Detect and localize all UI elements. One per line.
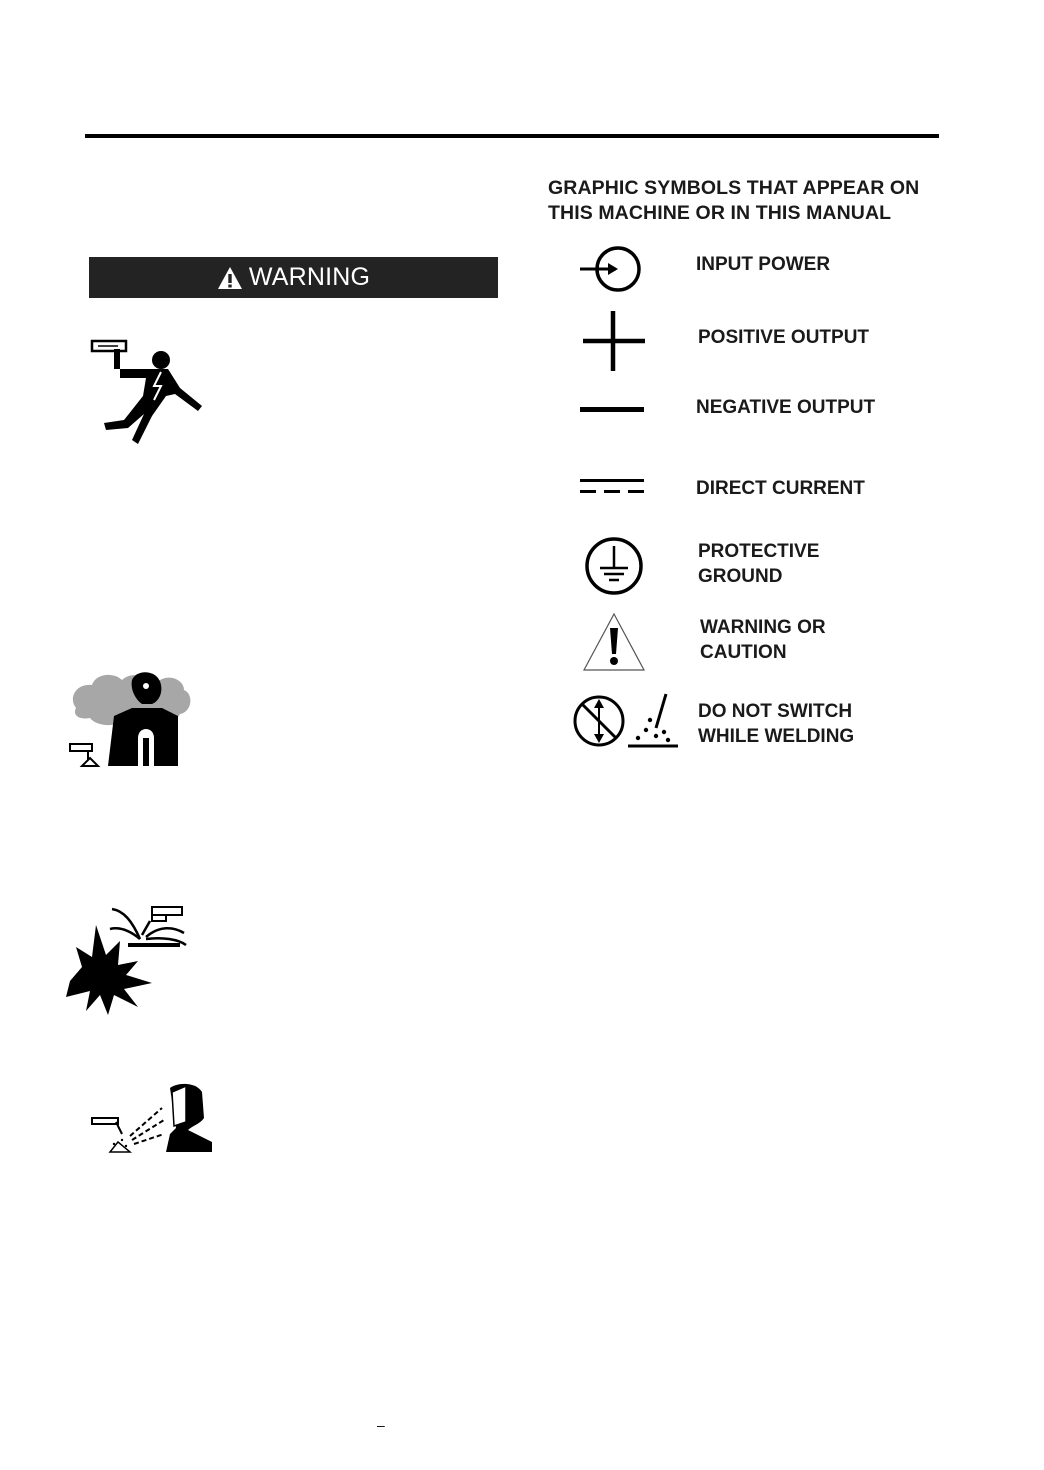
negative-output-icon — [580, 404, 644, 416]
symbol-label-negative-output: NEGATIVE OUTPUT — [696, 397, 876, 418]
symbol-label-do-not-switch: DO NOT SWITCH WHILE WELDING — [698, 701, 855, 747]
electric-shock-icon — [88, 336, 208, 451]
symbol-label-protective-ground: PROTECTIVE GROUND — [698, 541, 820, 587]
symbols-heading: GRAPHIC SYMBOLS THAT APPEAR ON THIS MACHINE OR IN THIS MANUAL — [548, 177, 920, 224]
positive-output-icon — [581, 310, 647, 372]
input-power-icon — [578, 245, 644, 293]
warning-caution-icon — [582, 612, 646, 672]
warning-banner — [89, 257, 498, 298]
top-rule — [85, 134, 939, 138]
warning-label: WARNING — [248, 263, 371, 291]
symbol-label-warning-caution: WARNING OR CAUTION — [700, 617, 826, 663]
warning-triangle-icon — [217, 266, 243, 290]
symbol-label-positive-output: POSITIVE OUTPUT — [698, 327, 870, 348]
direct-current-icon — [580, 477, 644, 497]
do-not-switch-icon — [572, 690, 680, 750]
footer-mark: – — [377, 1417, 385, 1433]
symbol-label-direct-current: DIRECT CURRENT — [696, 478, 865, 499]
fumes-gases-icon — [66, 668, 196, 770]
fire-explosion-icon — [66, 903, 196, 1015]
symbol-label-input-power: INPUT POWER — [696, 254, 831, 275]
protective-ground-icon — [584, 536, 644, 596]
arc-rays-icon — [88, 1082, 218, 1156]
